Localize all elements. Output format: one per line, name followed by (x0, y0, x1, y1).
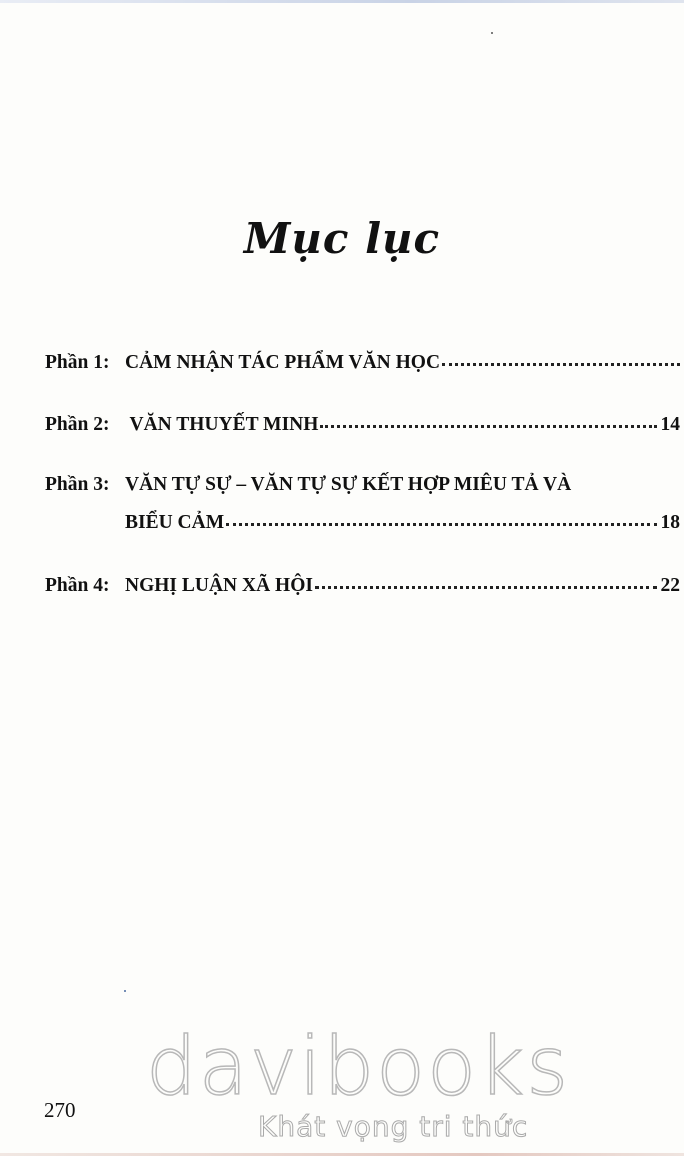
page-title: Mục lục (243, 214, 441, 263)
toc-entry-title: CẢM NHẬN TÁC PHẨM VĂN HỌC (125, 352, 441, 373)
toc-entry-label: Phần 1: (45, 352, 110, 373)
toc-entry-page: 22 (660, 575, 680, 596)
page-number: 270 (44, 1098, 76, 1122)
paper-speck (124, 990, 126, 992)
toc-dot-leader (320, 425, 656, 428)
toc-dot-leader (315, 586, 657, 589)
toc-dot-leader (442, 363, 680, 366)
toc-dot-leader (226, 523, 656, 526)
toc-entry-title: VĂN THUYẾT MINH (125, 414, 319, 435)
watermark-tagline: Khát vọng tri thức (258, 1110, 529, 1143)
toc-entry-page: 14 (660, 414, 680, 435)
watermark-logo: davibooks (146, 1020, 571, 1113)
toc-entry-label: Phần 2: (45, 414, 110, 435)
toc-entry-title: NGHỊ LUẬN XÃ HỘI (125, 575, 313, 596)
page-top-edge (0, 0, 684, 3)
toc-entry-label: Phần 4: (45, 575, 110, 596)
toc-entry-page: 18 (660, 512, 680, 533)
toc-entry-title-continuation: BIỂU CẢM (125, 512, 225, 533)
paper-speck (491, 32, 493, 34)
toc-entry-3-continuation[interactable] (125, 512, 680, 542)
toc-entry-label: Phần 3: (45, 474, 110, 495)
toc-entry-1[interactable] (45, 352, 680, 382)
toc-entry-2[interactable] (45, 414, 680, 444)
toc-entry-3[interactable] (45, 474, 680, 504)
toc-entry-4[interactable] (45, 575, 680, 605)
toc-entry-title: VĂN TỰ SỰ – VĂN TỰ SỰ KẾT HỢP MIÊU TẢ VÀ (125, 474, 572, 495)
